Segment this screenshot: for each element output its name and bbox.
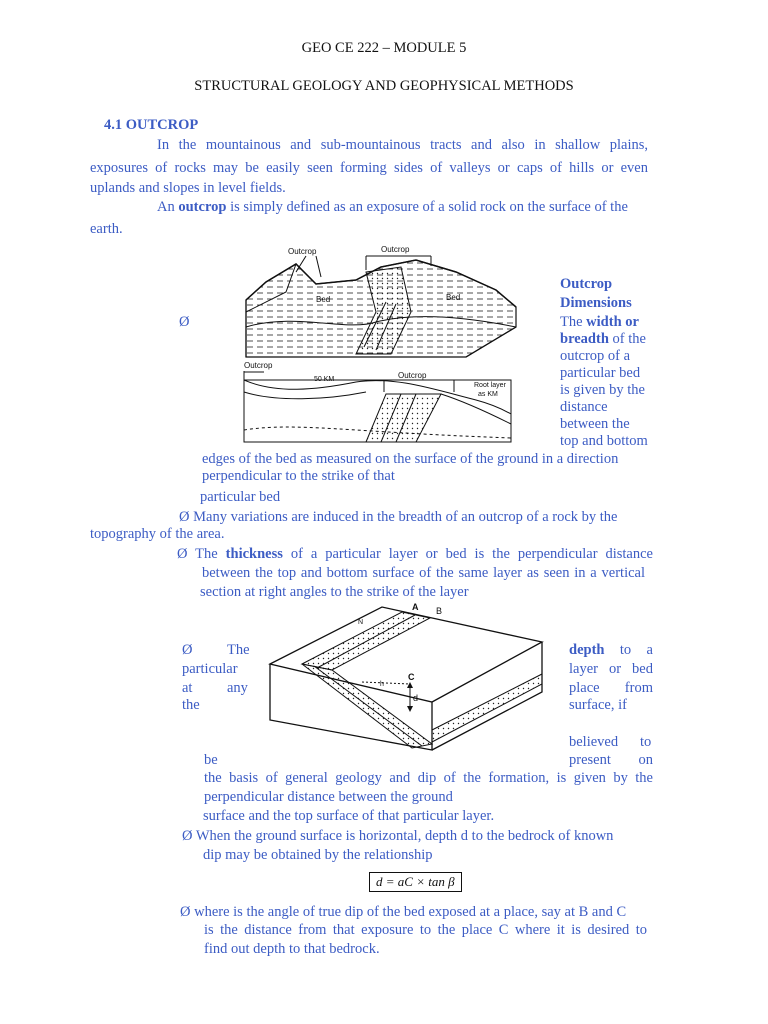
variations-text: Many variations are induced in the breadth of an outcrop of a rock by the (193, 509, 618, 525)
width-line-of-the: of the (608, 331, 646, 347)
label-outcrop-top: Outcrop (381, 245, 410, 254)
depth-formula: d = aC × tan β (369, 872, 462, 892)
where-line-3: find out depth to that bedrock. (204, 941, 380, 957)
label-root-layer: Root layer (474, 382, 506, 389)
depth-be: be (204, 752, 218, 768)
lower-section (244, 380, 511, 442)
where-bullet (180, 904, 626, 921)
label-root-layer-2: as KM (478, 391, 498, 398)
depth-line-basis: the basis of general geology and dip of the formation, is given by the (204, 770, 653, 786)
width-continuation-1: edges of the bed as measured on the surface of the ground in a direction (202, 451, 619, 467)
label-c: C (408, 672, 415, 682)
width-line-2 (560, 331, 646, 348)
intro-line-3: uplands and slopes in level fields. (90, 180, 286, 196)
horizontal-bullet (182, 828, 613, 845)
thickness-text: of a particular layer or bed is the perpendicular distance (282, 546, 653, 562)
width-term: width or (586, 314, 639, 330)
label-a: A (412, 602, 419, 612)
bullet-symbol: Ø (182, 828, 193, 844)
width-line-8: top and bottom (560, 433, 648, 449)
depth-line-perpendicular: perpendicular distance between the ground (204, 789, 453, 805)
depth-left-the-2: the (182, 697, 200, 713)
label-width: 50 KM (314, 376, 335, 383)
depth-line-surface: surface and the top surface of that particular layer. (203, 808, 495, 824)
label-bed-1: Bed (316, 295, 331, 304)
definition-prefix: An (157, 199, 179, 215)
width-line-the: The (560, 314, 587, 330)
depth-figure (262, 602, 552, 752)
depth-right-1 (569, 642, 653, 659)
width-line-7: between the (560, 416, 630, 432)
width-line-5: is given by the (560, 382, 645, 398)
outcrop-dimensions-heading-1: Outcrop (560, 276, 613, 292)
bullet-symbol: Ø (179, 509, 190, 525)
outcrop-dimensions-heading-2: Dimensions (560, 295, 632, 311)
label-h: h (380, 681, 384, 688)
intro-line-2: exposures of rocks may be easily seen forming sides of valleys or caps of hills or even (90, 160, 648, 176)
horizontal-line-2: dip may be obtained by the relationship (203, 847, 433, 863)
thickness-line-2: between the top and bottom surface of the same layer as seen in a vertical (202, 565, 645, 581)
label-bed-2: Bed (446, 293, 461, 302)
depth-right-3: place from (569, 680, 653, 696)
depth-left-any: any (227, 680, 248, 696)
horizontal-text: When the ground surface is horizontal, depth d to the bedrock of known (195, 828, 614, 844)
thickness-bullet (177, 546, 653, 563)
depth-right-believed: believed (569, 734, 619, 750)
width-line-1 (560, 314, 639, 331)
definition-term: outcrop (178, 199, 227, 215)
thickness-prefix: The (195, 546, 226, 562)
depth-right-2: layer or bed (569, 661, 653, 677)
depth-left-the: The (227, 642, 250, 658)
label-n: N (358, 619, 364, 626)
depth-right-4: surface, if (569, 697, 627, 713)
thickness-line-3: section at right angles to the strike of the layer (200, 584, 469, 600)
depth-term: depth (569, 642, 605, 658)
upper-block (246, 260, 516, 357)
section-heading: 4.1 OUTCROP (104, 117, 199, 133)
width-continuation-3: particular bed (200, 489, 281, 505)
intro-line-1: In the mountainous and sub-mountainous tracts and also in shallow plains, (157, 137, 648, 153)
breadth-term: breadth (560, 331, 609, 347)
label-outcrop-lower-mid: Outcrop (398, 371, 427, 380)
label-d: d (413, 693, 419, 703)
depth-bullet: Ø (182, 642, 193, 658)
width-line-4: particular bed (560, 365, 641, 381)
depth-present-on: present on (569, 752, 653, 768)
label-outcrop-lower-left: Outcrop (244, 361, 273, 370)
bullet-symbol: Ø (180, 904, 191, 920)
variations-bullet (179, 509, 618, 526)
depth-right-to: to (640, 734, 652, 750)
width-line-3: outcrop of a (560, 348, 631, 364)
depth-to-a: to a (619, 642, 653, 658)
variations-line-2: topography of the area. (90, 526, 225, 542)
bullet-symbol: Ø (177, 546, 188, 562)
width-continuation-2: perpendicular to the strike of that (202, 468, 395, 484)
label-outcrop-left: Outcrop (288, 247, 317, 256)
document-subtitle: STRUCTURAL GEOLOGY AND GEOPHYSICAL METHODS (194, 78, 574, 94)
outcrop-definition-end: earth. (90, 221, 123, 237)
label-b: B (436, 606, 443, 616)
where-text: where is the angle of true dip of the bed exposed at a place, say at B and C (194, 904, 627, 920)
bullet-symbol: Ø (179, 314, 190, 330)
depth-left-particular: particular (182, 661, 238, 677)
outcrop-figure (236, 242, 520, 446)
definition-body: is simply defined as an exposure of a solid rock on the surface of the (226, 199, 628, 215)
outcrop-definition (157, 199, 628, 216)
width-line-6: distance (560, 399, 608, 415)
thickness-term: thickness (225, 546, 283, 562)
depth-left-at: at (182, 680, 193, 696)
document-title: GEO CE 222 – MODULE 5 (301, 40, 467, 56)
where-line-2: is the distance from that exposure to the place C where it is desired to (204, 922, 647, 938)
